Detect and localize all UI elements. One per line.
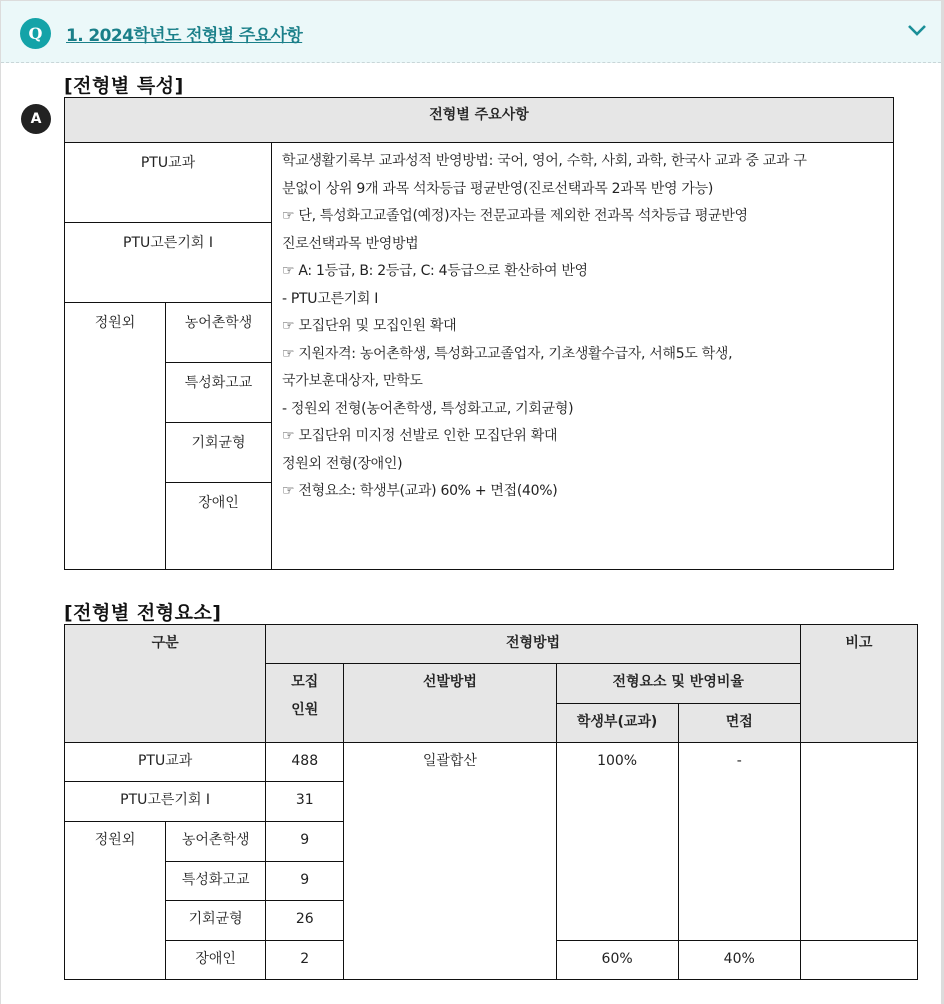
elements-table [64, 624, 918, 980]
row-label-ptu-subject: PTU교과 [65, 143, 272, 223]
row-quota: 2 [266, 941, 344, 980]
question-title-link[interactable]: 1. 2024학년도 전형별 주요사항 [66, 26, 303, 46]
row-label-opportunity-balance: 기회균형 [166, 423, 272, 483]
content-line: ☞ 모집단위 미지정 선발로 인한 모집단위 확대 [282, 428, 558, 444]
content-line: - PTU고른기회 I [282, 290, 379, 307]
content-line: 진로선택과목 반영방법 [282, 235, 419, 252]
header-quota [266, 664, 344, 743]
section-title-characteristics: [전형별 특성] [64, 75, 184, 97]
row-quota: 9 [266, 822, 344, 862]
ratio-interview-disabled: 40% [678, 941, 800, 980]
faq-question-header[interactable] [1, 1, 941, 63]
content-line: ☞ 지원자격: 농어촌학생, 특성화고교졸업자, 기초생활수급자, 서해5도 학생, [282, 345, 733, 362]
header-method: 전형방법 [266, 625, 801, 664]
remarks-main [800, 743, 917, 941]
row-quota: 31 [266, 782, 344, 822]
content-line: 정원외 전형(장애인) [282, 455, 403, 472]
row-label-vocational: 특성화고교 [166, 363, 272, 423]
header-category: 구분 [65, 625, 266, 743]
content-line: - 정원외 전형(농어촌학생, 특성화고교, 기회균형) [282, 400, 574, 417]
row-name: 장애인 [166, 941, 266, 980]
answer-badge-icon: A [21, 104, 51, 134]
content-line: ☞ A: 1등급, B: 2등급, C: 4등급으로 환산하여 반영 [282, 263, 588, 279]
row-quota: 26 [266, 901, 344, 941]
remarks-disabled [800, 941, 917, 980]
section-title-elements: [전형별 전형요소] [64, 602, 222, 624]
row-name: 기회균형 [166, 901, 266, 941]
row-quota: 9 [266, 862, 344, 901]
header-remarks: 비고 [800, 625, 917, 743]
content-line: ☞ 단, 특성화고교졸업(예정)자는 전문교과를 제외한 전과목 석차등급 평균반영 [282, 208, 748, 224]
ratio-record-main: 100% [556, 743, 678, 941]
header-interview: 면접 [678, 704, 800, 743]
row-group: 정원외 [65, 822, 166, 980]
ratio-record-disabled: 60% [556, 941, 678, 980]
header-selection: 선발방법 [344, 664, 556, 743]
content-line: ☞ 전형요소: 학생부(교과) 60% + 면접(40%) [282, 483, 558, 499]
row-label-disabled: 장애인 [166, 483, 272, 570]
characteristics-table [64, 97, 894, 570]
row-label-supernumerary: 정원외 [65, 303, 166, 570]
content-line: ☞ 모집단위 및 모집인원 확대 [282, 318, 457, 334]
header-quota-line2: 인원 [291, 702, 319, 718]
header-elements: 전형요소 및 반영비율 [556, 664, 800, 704]
selection-method: 일괄합산 [344, 743, 556, 980]
row-quota: 488 [266, 743, 344, 782]
row-name: 특성화고교 [166, 862, 266, 901]
row-name: 농어촌학생 [166, 822, 266, 862]
content-line: 국가보훈대상자, 만학도 [282, 373, 423, 389]
row-name: PTU교과 [65, 743, 266, 782]
content-line: 학교생활기록부 교과성적 반영방법: 국어, 영어, 수학, 사회, 과학, 한국사 교과 중 교과 구 [282, 153, 807, 169]
table-header: 전형별 주요사항 [65, 98, 894, 143]
row-name: PTU고른기회 I [65, 782, 266, 822]
characteristics-content [272, 143, 894, 570]
content-line: 분없이 상위 9개 과목 석차등급 평균반영(진로선택과목 2과목 반영 가능) [282, 180, 714, 197]
chevron-down-icon[interactable] [907, 23, 927, 37]
row-label-ptu-equal-opportunity: PTU고른기회 I [65, 223, 272, 303]
row-label-rural: 농어촌학생 [166, 303, 272, 363]
ratio-interview-main: - [678, 743, 800, 941]
header-quota-line1: 모집 [291, 674, 319, 690]
header-record: 학생부(교과) [556, 704, 678, 743]
question-badge-icon: Q [20, 18, 51, 49]
